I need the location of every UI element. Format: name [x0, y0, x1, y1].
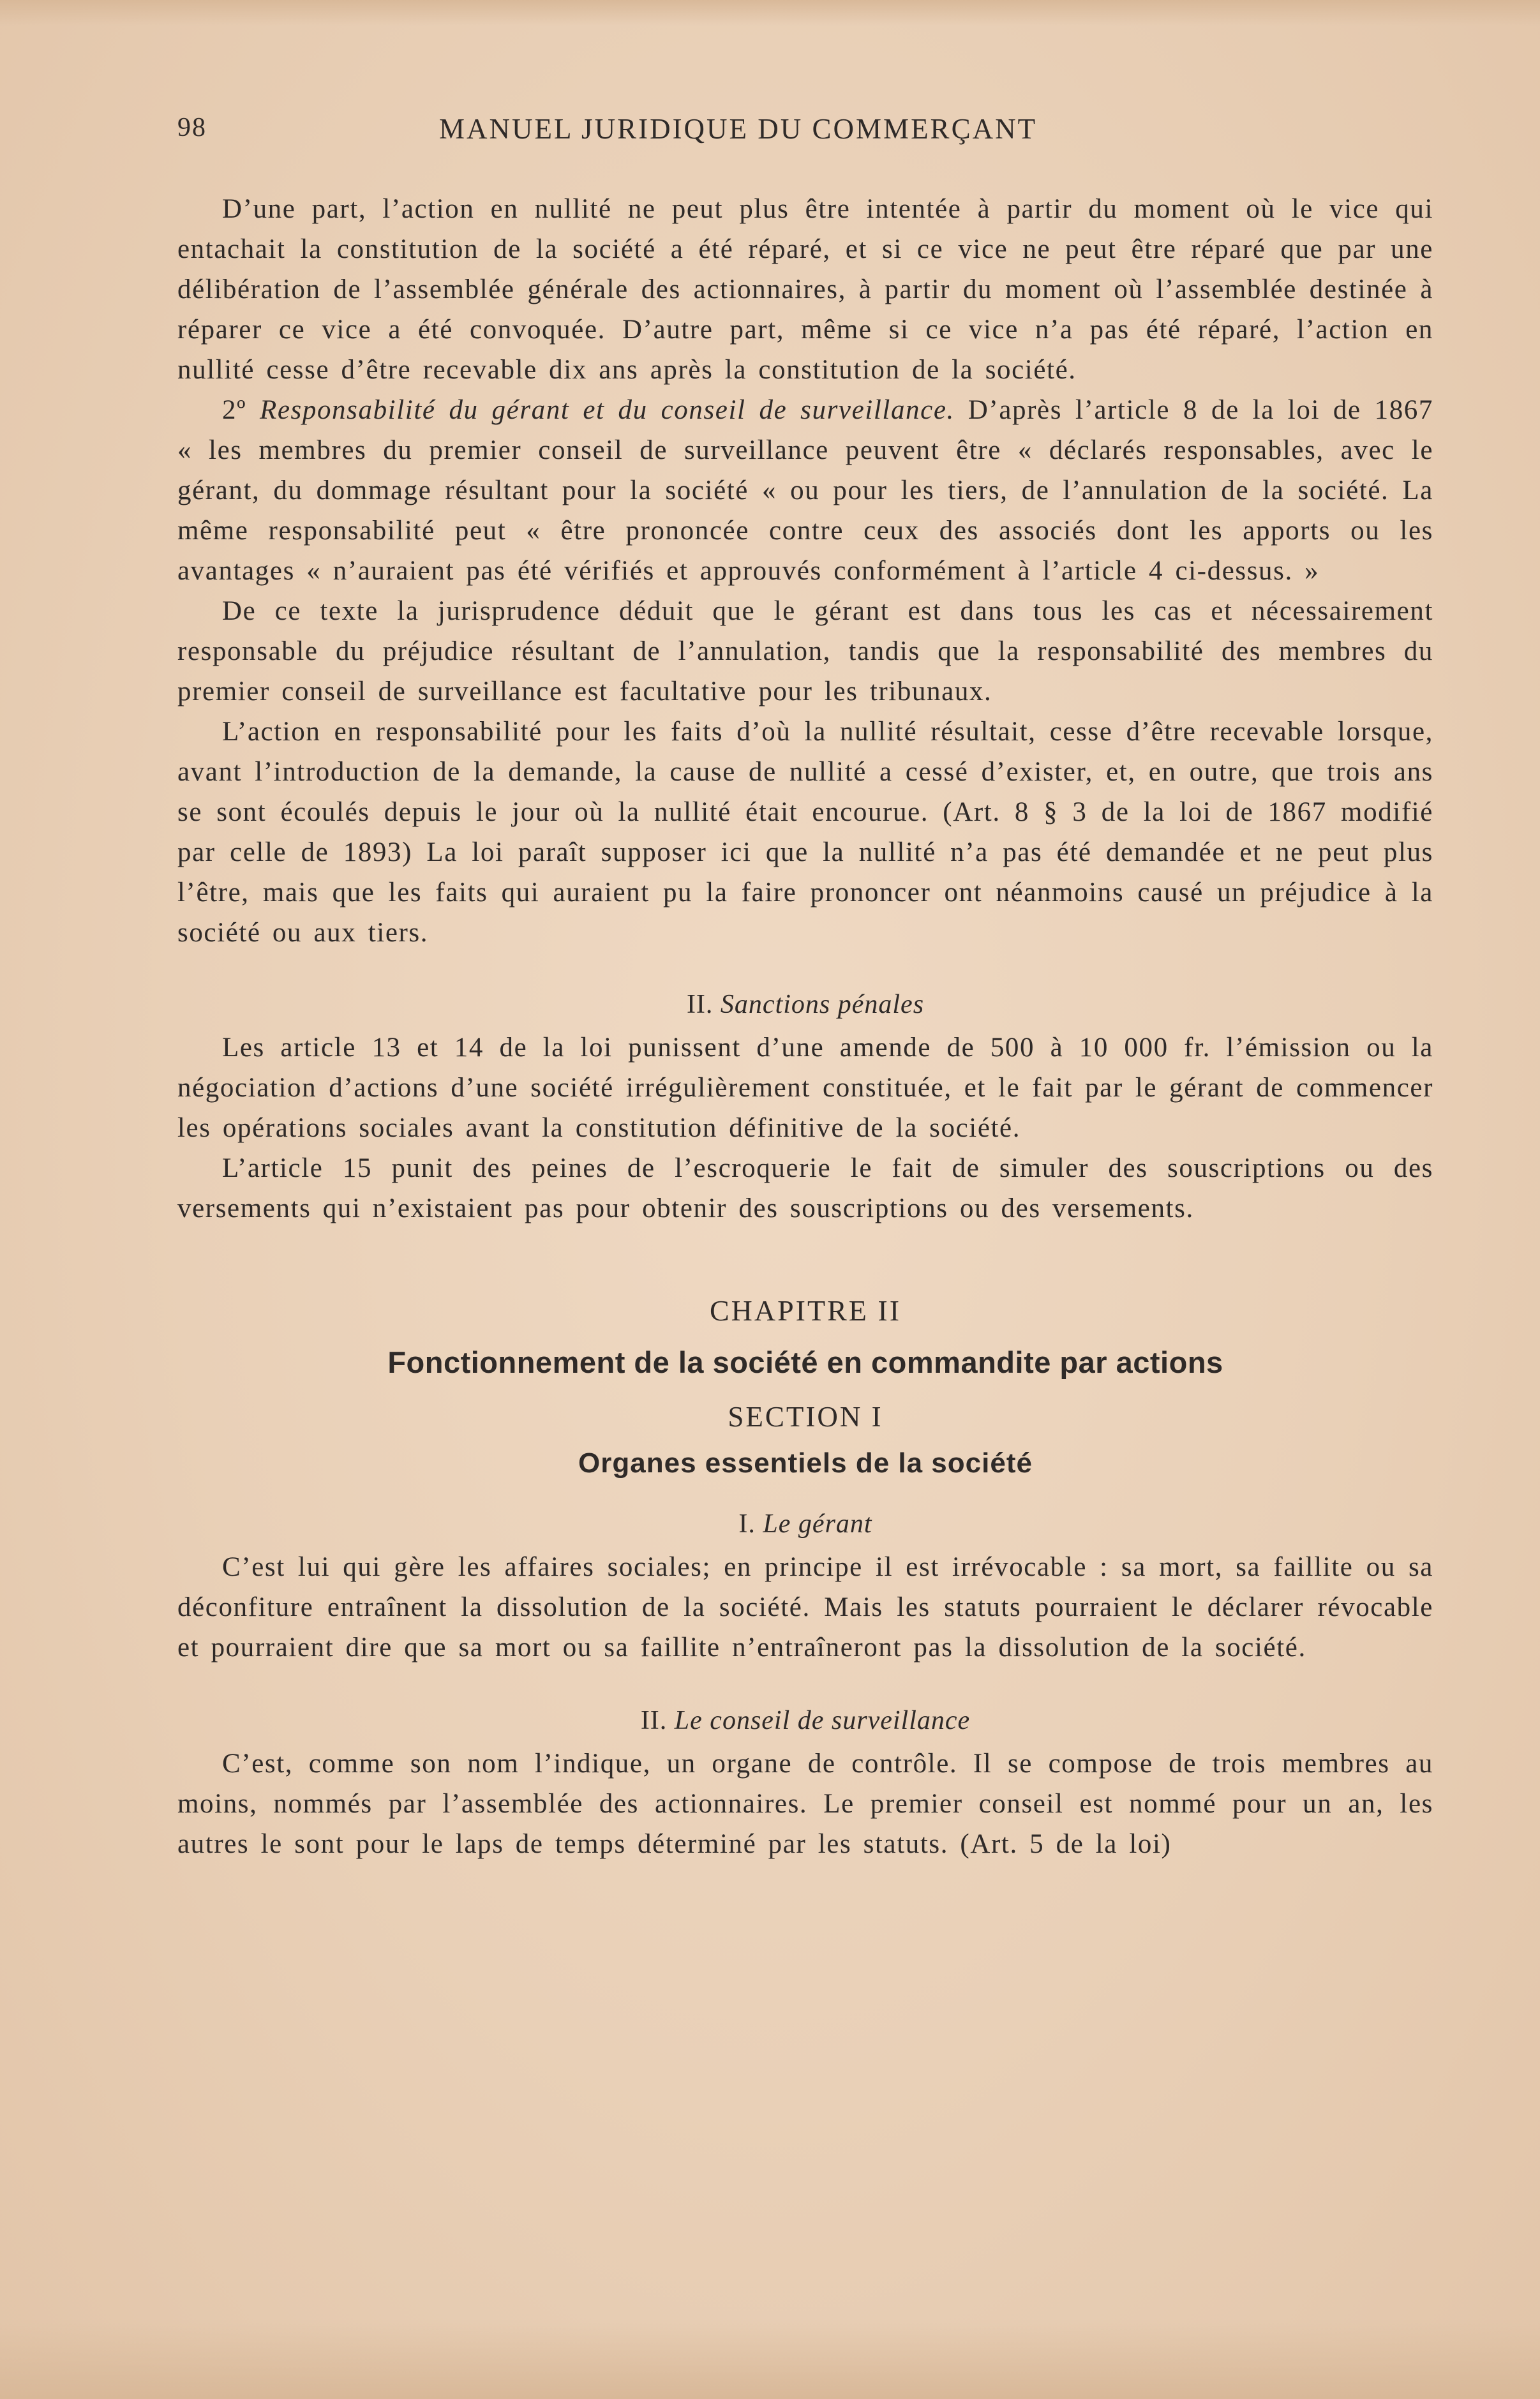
paragraph-italic-title: Responsabilité du gérant et du conseil de surveillance.	[259, 395, 955, 425]
scan-shadow-top	[0, 0, 1540, 26]
paragraph-responsibility	[177, 390, 1433, 591]
paragraph-number: 2º	[222, 395, 260, 425]
subheading-label: Sanctions pénales	[720, 990, 925, 1019]
section-title: Organes essentiels de la société	[578, 1447, 1033, 1479]
subheading-sanctions	[177, 985, 1433, 1025]
subheading-label: Le gérant	[763, 1509, 872, 1539]
subheading-conseil	[177, 1701, 1433, 1741]
paragraph-article-15: L’article 15 punit des peines de l’escroquerie le fait de simuler des souscriptions ou des versements qui n’existaient pas pour obtenir des souscriptions ou des versements.	[177, 1153, 1433, 1223]
subheading-number: I.	[738, 1509, 763, 1539]
subheading-label: Le conseil de surveillance	[674, 1706, 971, 1735]
subheading-number: II.	[640, 1706, 675, 1735]
paragraph-text: D’après l’article 8 de la loi de 1867 « les membres du premier conseil de surveillance peuvent être « déclarés responsables, avec le gérant, du dommage résultant pour la société « ou pour les tiers, de l’annulation de la société. La même responsabilité peut « être prononcée contre ceux des associés dont les apports ou les avantages « n’auraient pas été vérifiés et approuvés conformément à l’article 4 ci-dessus. »	[177, 395, 1433, 586]
section-heading: SECTION I	[728, 1401, 883, 1433]
subheading-gerant	[177, 1504, 1433, 1544]
paragraph-articles-13-14: Les article 13 et 14 de la loi punissent d’une amende de 500 à 10 000 fr. l’émission ou la négociation d’actions d’une société irrégulièrement constituée, et le fait par le gérant de commencer les opérations sociales avant la constitution définitive de la société.	[177, 1033, 1433, 1143]
paragraph-action-responsibility: L’action en responsabilité pour les faits d’où la nullité résultait, cesse d’être recevable lorsque, avant l’introduction de la demande, la cause de nullité a cessé d’exister, et, en outre, que trois ans se sont écoulés depuis le jour où la nullité était encourue. (Art. 8 § 3 de la loi de 1867 modifié par celle de 1893) La loi paraît supposer ici que la nullité n’a pas été demandée et ne peut plus l’être, mais que les faits qui auraient pu la faire prononcer ont néanmoins causé un préjudice à la société ou aux tiers.	[177, 717, 1433, 948]
paragraph-gerant: C’est lui qui gère les affaires sociales; en principe il est irrévocable : sa mort, sa faillite ou sa déconfiture entraînent la dissolution de la société. Mais les statuts pourraient le déclarer révocable et pourraient dire que sa mort ou sa faillite n’entraîneront pas la dissolution de la société.	[177, 1552, 1433, 1663]
subheading-number: II.	[686, 990, 721, 1019]
page-header	[177, 112, 1454, 151]
page-number: 98	[177, 113, 207, 142]
paragraph-conseil: C’est, comme son nom l’indique, un organe de contrôle. Il se compose de trois membres au moins, nommés par l’assemblée des actionnaires. Le premier conseil est nommé pour un an, les autres le sont pour le laps de temps déterminé par les statuts. (Art. 5 de la loi)	[177, 1749, 1433, 1859]
paragraph-jurisprudence: De ce texte la jurisprudence déduit que le gérant est dans tous les cas et nécessairement responsable du préjudice résultant de l’annulation, tandis que la responsabilité des membres du premier conseil de surveillance est facultative pour les tribunaux.	[177, 596, 1433, 706]
running-head: MANUEL JURIDIQUE DU COMMERÇANT	[439, 113, 1038, 145]
chapter-title: Fonctionnement de la société en commandite par actions	[387, 1345, 1223, 1379]
chapter-heading: CHAPITRE II	[709, 1294, 902, 1327]
paragraph-nullity-repair: D’une part, l’action en nullité ne peut plus être intentée à partir du moment où le vice qui entachait la constitution de la société a été réparé, et si ce vice ne peut être réparé que par une délibération de l’assemblée générale des actionnaires, à partir du moment où l’assemblée destinée à réparer ce vice a été convoquée. D’autre part, même si ce vice n’a pas été réparé, l’action en nullité cesse d’être recevable dix ans après la constitution de la société.	[177, 194, 1433, 385]
scan-shadow-bottom	[0, 2322, 1540, 2399]
page-body	[177, 189, 1433, 1864]
